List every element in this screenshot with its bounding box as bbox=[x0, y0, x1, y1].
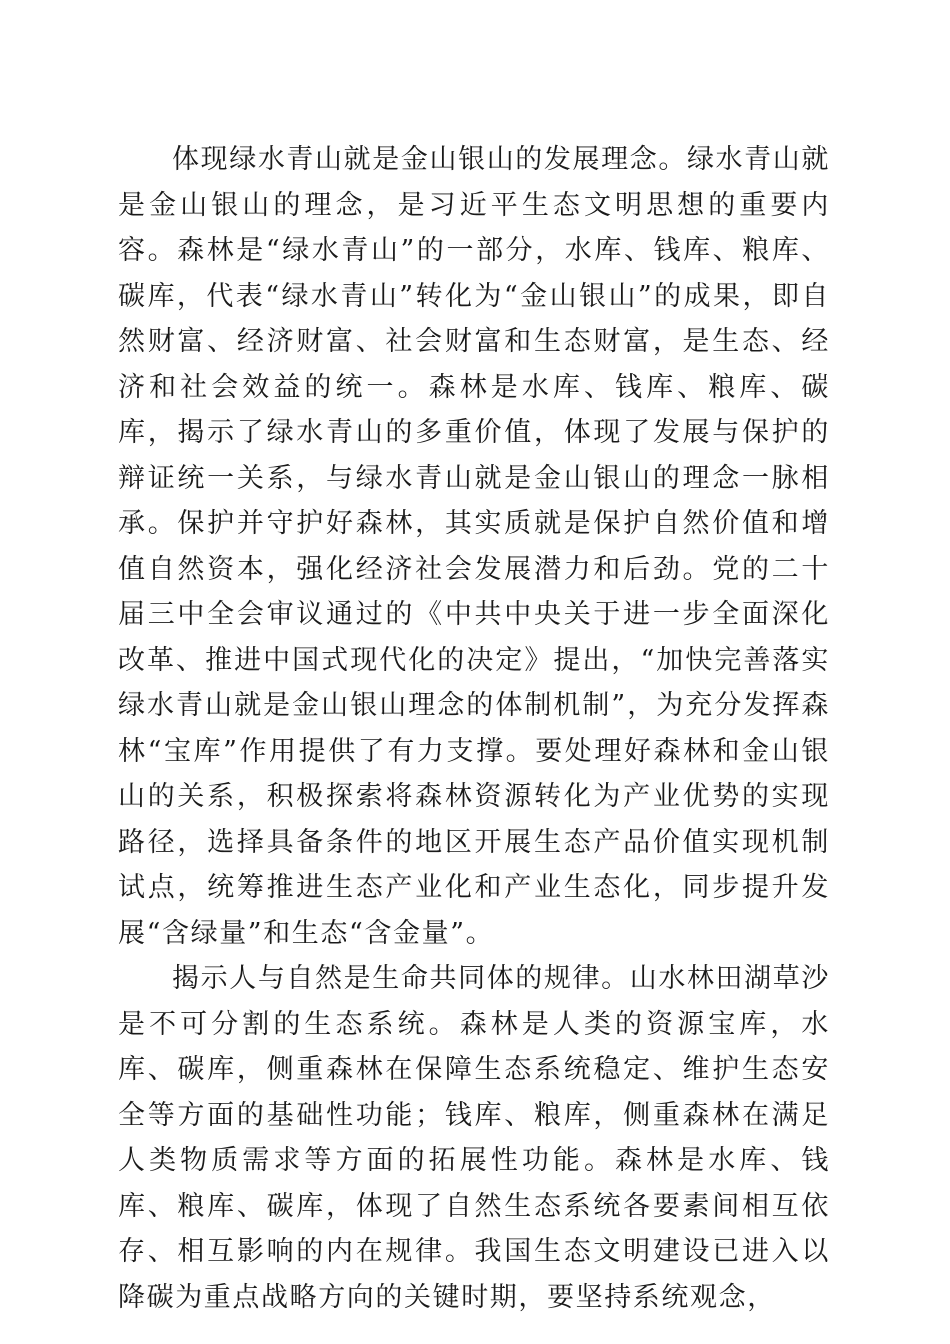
paragraph-green-mountains-concept: 体现绿水青山就是金山银山的发展理念。绿水青山就是金山银山的理念，是习近平生态文明思想的重要内容。森林是“绿水青山”的一部分，水库、钱库、粮库、碳库，代表“绿水青山”转化为“金山银山”的成果，即自然财富、经济财富、社会财富和生态财富，是生态、经济和社会效益的统一。森林是水库、钱库、粮库、碳库，揭示了绿水青山的多重价值，体现了发展与保护的辩证统一关系，与绿水青山就是金山银山的理念一脉相承。保护并守护好森林，其实质就是保护自然价值和增值自然资本，强化经济社会发展潜力和后劲。党的二十届三中全会审议通过的《中共中央关于进一步全面深化改革、推进中国式现代化的决定》提出，“加快完善落实绿水青山就是金山银山理念的体制机制”，为充分发挥森林“宝库”作用提供了有力支撑。要处理好森林和金山银山的关系，积极探索将森林资源转化为产业优势的实现路径，选择具备条件的地区开展生态产品价值实现机制试点，统筹推进生态产业化和产业生态化，同步提升发展“含绿量”和生态“含金量”。 bbox=[118, 144, 830, 949]
paragraph-life-community-law: 揭示人与自然是生命共同体的规律。山水林田湖草沙是不可分割的生态系统。森林是人类的资源宝库，水库、碳库，侧重森林在保障生态系统稳定、维护生态安全等方面的基础性功能；钱库、粮库，侧重森林在满足人类物质需求等方面的拓展性功能。森林是水库、钱库、粮库、碳库，体现了自然生态系统各要素间相互依存、相互影响的内在规律。我国生态文明建设已进入以降碳为重点战略方向的关键时期，要坚持系统观念， bbox=[118, 963, 830, 1313]
body-text bbox=[118, 137, 830, 1320]
